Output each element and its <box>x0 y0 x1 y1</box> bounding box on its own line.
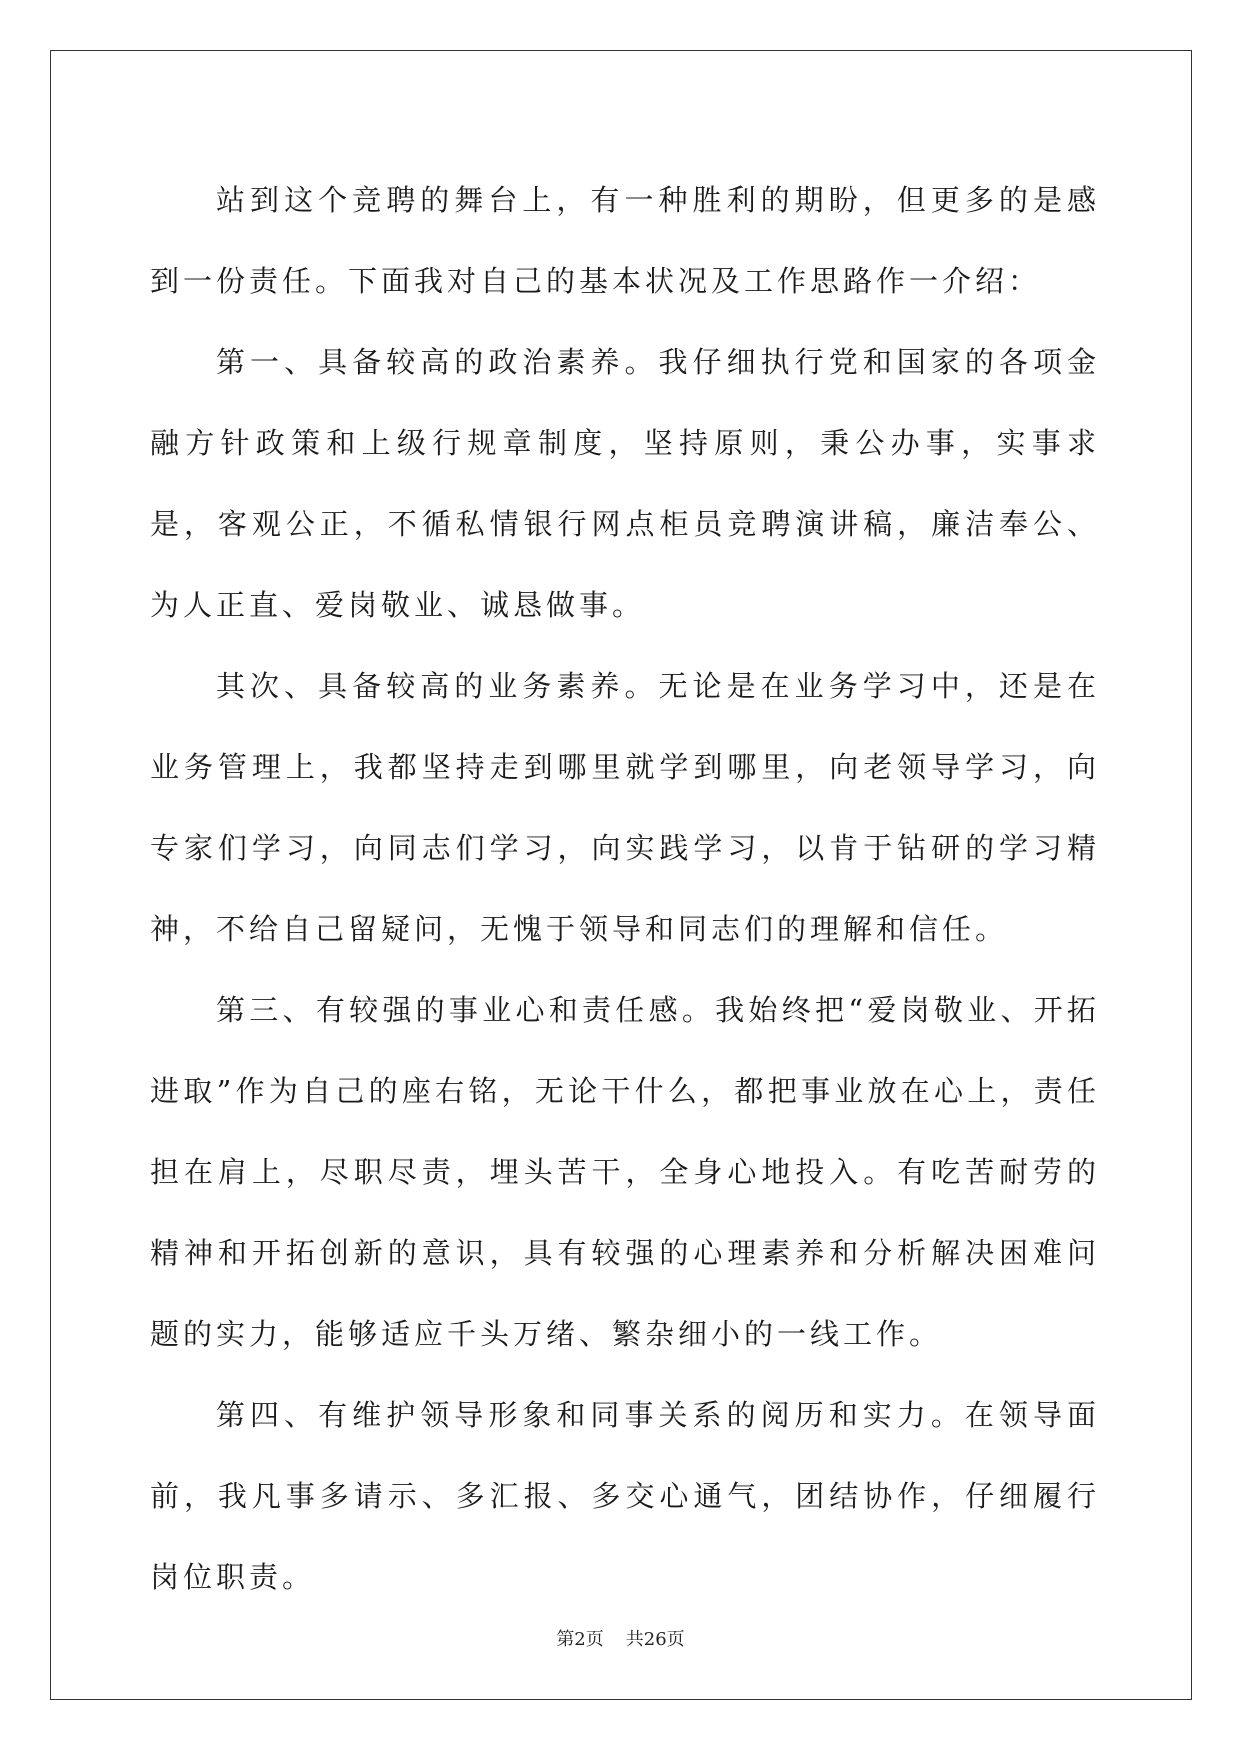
paragraph-5: 第四、有维护领导形象和同事关系的阅历和实力。在领导面前，我凡事多请示、多汇报、多交心通气，团结协作，仔细履行岗位职责。 <box>150 1398 1100 1594</box>
paragraph-2: 第一、具备较高的政治素养。我仔细执行党和国家的各项金融方针政策和上级行规章制度，坚持原则，秉公办事，实事求是，客观公正，不循私情银行网点柜员竞聘演讲稿，廉洁奉公、为人正直、爱岗敬业、诚恳做事。 <box>150 345 1100 622</box>
document-body <box>150 160 1100 1618</box>
paragraph-4: 第三、有较强的事业心和责任感。我始终把“爱岗敬业、开拓进取”作为自己的座右铭，无论干什么，都把事业放在心上，责任担在肩上，尽职尽责，埋头苦干，全身心地投入。有吃苦耐劳的精神和开拓创新的意识，具有较强的心理素养和分析解决困难问题的实力，能够适应千头万绪、繁杂细小的一线工作。 <box>150 993 1100 1351</box>
page-total: 共26页 <box>625 1629 685 1650</box>
page-footer <box>0 1625 1241 1651</box>
page-number: 第2页 <box>556 1629 604 1650</box>
paragraph-1: 站到这个竞聘的舞台上，有一种胜利的期盼，但更多的是感到一份责任。下面我对自己的基本状况及工作思路作一介绍： <box>150 183 1100 298</box>
paragraph-3: 其次、具备较高的业务素养。无论是在业务学习中，还是在业务管理上，我都坚持走到哪里就学到哪里，向老领导学习，向专家们学习，向同志们学习，向实践学习，以肯于钻研的学习精神，不给自己留疑问，无愧于领导和同志们的理解和信任。 <box>150 669 1100 946</box>
